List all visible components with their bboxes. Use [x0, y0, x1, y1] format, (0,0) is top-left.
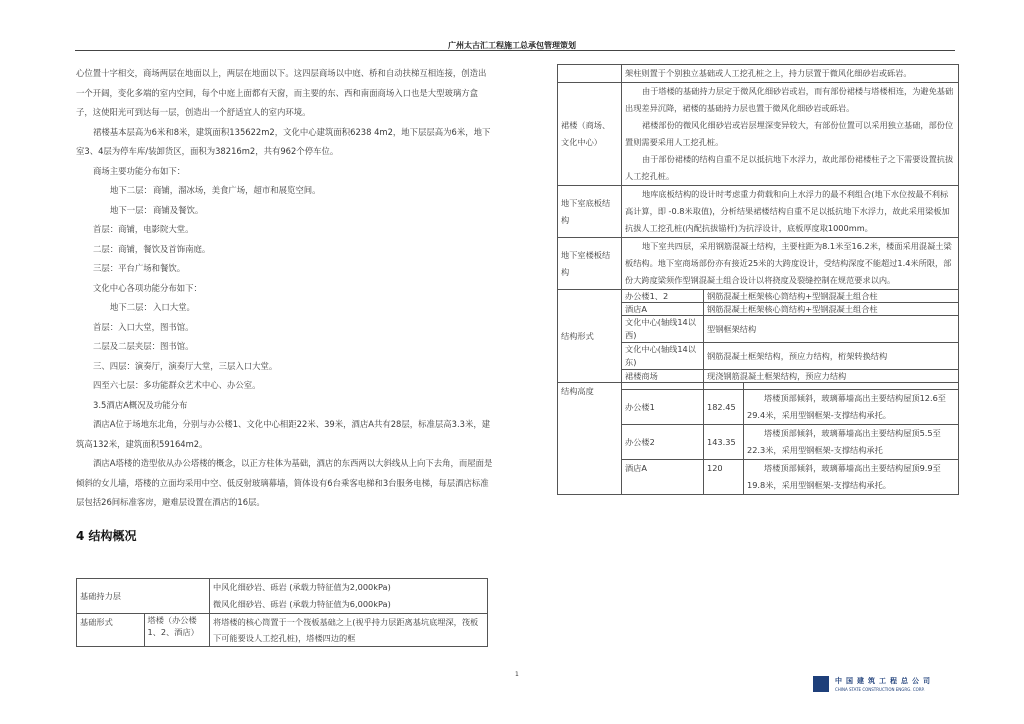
- company-name-en: CHINA STATE CONSTRUCTION ENGRG. CORP.: [835, 687, 925, 692]
- cell-label: 基础形式: [77, 614, 145, 647]
- table-row: [77, 614, 488, 647]
- cell-desc: 塔楼顶部倾斜，玻璃幕墙高出主要结构屋顶5.5至22.3米，采用型钢框架-支撑结构承托: [744, 425, 959, 460]
- culture-item: 二层及二层夹层：图书馆。: [93, 341, 194, 351]
- paragraph-hotel-form: 酒店A塔楼的造型依从办公塔楼的概念，以正方柱体为基础，酒店的东西两以大斜线从上向下去角，而屋面是倾斜的女儿墙，塔楼的立面均采用中空、低反射玻璃幕墙，简体设有6台乘客电梯和3台服务电梯，每层酒店标准层包括26间标准客房，避难层设置在酒店的16层。: [76, 458, 493, 507]
- podium-paragraph: 由于部份裙楼的结构自重不足以抵抗地下水浮力，故此部份裙楼柱子之下需要设置抗拔人工挖孔桩。: [625, 154, 954, 181]
- podium-paragraph: 由于塔楼的基础持力层定于微风化细砂岩或岩，而有部份裙楼与塔楼相连，为避免基础出现差异沉降，裙楼的基础持力层也置于微风化细砂岩或砾岩。: [625, 86, 954, 113]
- table-row: [558, 83, 959, 186]
- cell-value: 地下室共四层，采用钢筋混凝土结构，主要柱距为8.1米至16.2米，楼面采用混凝土梁板结构。地下室商场部份亦有接近25米的大跨度设计，受结构深度不能超过1.4米所限，部份大跨度梁须作型钢混凝土组合设计以将挠度及裂缝控制在规范要求以内。: [622, 238, 959, 290]
- cell-desc: 塔楼顶部倾斜，玻璃幕墙高出主要结构屋顶12.6至29.4米，采用型钢框架-支撑结构承托。: [744, 390, 959, 425]
- mall-item: 三层：平台广场和餐饮。: [93, 263, 186, 273]
- cell-building: 办公楼2: [622, 425, 704, 460]
- cell-form: 钢筋混凝土框架核心筒结构+型钢混凝土组合柱: [704, 303, 959, 316]
- mall-item: 二层：商铺，餐饮及首饰南庭。: [93, 243, 211, 254]
- paragraph-podium-area: 裙楼基本层高为6米和8米，建筑面积135622m2，文化中心建筑面积6238 4m2，地下层层高为6米，地下室3、4层为停车库/装卸货区，面积为38216m2，共有962个停车位。: [76, 126, 491, 156]
- cell-value: [210, 579, 488, 614]
- cell-value: 架柱则置于个别独立基础或人工挖孔桩之上，持力层置于微风化细砂岩或砾岩。: [622, 65, 959, 83]
- cell-height: 120: [704, 460, 744, 495]
- cell-sublabel: 塔楼（办公楼1、2、酒店）: [144, 614, 210, 647]
- company-name-cn: 中国建筑工程总公司: [835, 677, 934, 685]
- mall-item: 地下二层：商铺，溜冰场，美食广场，超市和展览空间。: [110, 185, 321, 195]
- podium-paragraph: 裙楼部份的微风化细砂岩或岩层埋深变异较大，有部份位置可以采用独立基础，部份位置则需要采用人工挖孔桩。: [625, 120, 954, 147]
- cell-value: 地库底板结构的设计时考虑重力荷载和向上水浮力的最不利组合(地下水位按最不利标高计算，即 -0.8米取值)，分析结果裙楼结构自重不足以抵抗地下水浮力，故此采用梁板加抗拔人工挖孔桩(内配抗拔锚杆)为抗浮设计，底板厚度取1000mm。: [622, 186, 959, 238]
- table-row: [558, 383, 959, 390]
- table-row: [558, 290, 959, 303]
- cell-label: 地下室底板结构: [558, 186, 622, 238]
- cell-form: 钢筋混凝土框架结构，预应力结构，桁架转换结构: [704, 343, 959, 370]
- cell-building: 办公楼1: [622, 390, 704, 425]
- bearing-layer-line: 微风化细砂岩、砾岩 (承载力特征值为6,000kPa): [213, 599, 391, 609]
- left-column-text: [76, 64, 494, 548]
- document-header-title: 广州太古汇工程施工总承包管理策划: [448, 41, 576, 50]
- cell-value: [622, 83, 959, 186]
- cell-spacer: [704, 383, 744, 390]
- header-rule: [75, 50, 955, 51]
- cell-label: 基础持力层: [77, 579, 210, 614]
- table-row: [558, 65, 959, 83]
- cell-form: 钢筋混凝土框架核心筒结构+型钢混凝土组合柱: [704, 290, 959, 303]
- hotel-subheading: 3.5酒店A概况及功能分布: [93, 399, 188, 410]
- structure-table-left: [76, 578, 488, 647]
- cell-label: [558, 65, 622, 83]
- cell-building: 办公楼1、2: [622, 290, 704, 303]
- culture-item: 三、四层：演奏厅，演奏厅大堂，三层入口大堂。: [93, 360, 278, 371]
- page-number: 1: [515, 671, 519, 678]
- table-row: [77, 579, 488, 614]
- section-heading-structure: 4 结构概况: [76, 528, 137, 543]
- cell-building: 文化中心(轴线14以西): [622, 316, 704, 343]
- cell-label: 结构形式: [558, 290, 622, 383]
- company-logo: [813, 674, 963, 696]
- cell-building: 酒店A: [622, 303, 704, 316]
- paragraph-hotel-location: 酒店A位于场地东北角，分别与办公楼1、文化中心相距22米、39米，酒店A共有28层，标准层高3.3米，建筑高132米，建筑面积59164m2。: [76, 419, 491, 449]
- structure-table-right: [557, 64, 959, 495]
- culture-function-title: 文化中心各项功能分布如下：: [93, 282, 202, 293]
- cell-building: 酒店A: [622, 460, 704, 495]
- table-row: [558, 238, 959, 290]
- culture-item: 地下二层：入口大堂。: [110, 302, 195, 312]
- cell-desc: 塔楼顶部倾斜，玻璃幕墙高出主要结构屋顶9.9至19.8米，采用型钢框架-支撑结构承托。: [744, 460, 959, 495]
- cell-label: 裙楼（商场、文化中心）: [558, 83, 622, 186]
- cell-building: 裙楼商场: [622, 370, 704, 383]
- cell-height: 182.45: [704, 390, 744, 425]
- paragraph-mall-layout: 心位置十字相交，商场两层在地面以上，两层在地面以下。这四层商场以中庭、桥和自动扶梯互相连接，创造出一个开阔，变化多端的室内空间，每个中庭上面都有天窗，而主要的东、西和南面商场入口也是大型玻璃方盒子，这使阳光可到达每一层，创造出一个舒适宜人的室内环境。: [76, 68, 487, 117]
- mall-item: 首层：商铺，电影院大堂。: [93, 224, 194, 234]
- mall-function-title: 商场主要功能分布如下：: [93, 165, 186, 176]
- cell-building: 文化中心(轴线14以东): [622, 343, 704, 370]
- cell-height: 143.35: [704, 425, 744, 460]
- cell-spacer: [622, 383, 704, 390]
- cell-value: 将塔楼的核心筒置于一个筏板基础之上(视乎持力层距离基坑底埋深，筏板下可能要设人工挖孔桩)，塔楼四边的框: [210, 614, 488, 647]
- bearing-layer-line: 中风化细砂岩、砾岩 (承载力特征值为2,000kPa): [213, 582, 391, 592]
- cell-form: 型钢框架结构: [704, 316, 959, 343]
- cell-label: 结构高度: [558, 383, 622, 495]
- cell-form: 现浇钢筋混凝土框架结构，预应力结构: [704, 370, 959, 383]
- culture-item: 四至六七层：多功能群众艺术中心、办公室。: [93, 380, 261, 390]
- cell-label: 地下室楼板结构: [558, 238, 622, 290]
- mall-item: 地下一层：商铺及餐饮。: [110, 204, 204, 215]
- cscec-logo-icon: [813, 676, 829, 692]
- cell-spacer: [744, 383, 959, 390]
- culture-item: 首层：入口大堂，图书馆。: [93, 321, 194, 332]
- table-row: [558, 186, 959, 238]
